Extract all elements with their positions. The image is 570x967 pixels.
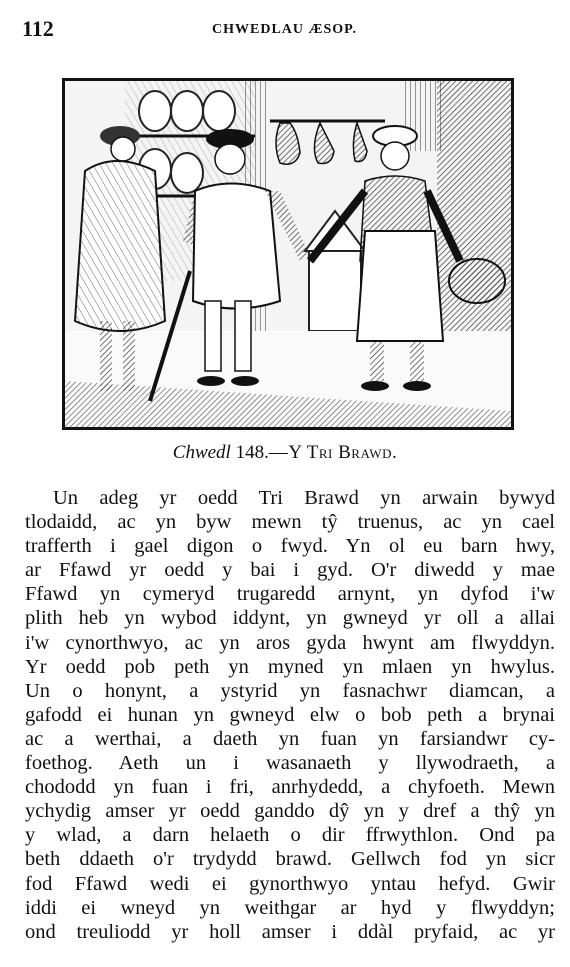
fable-text xyxy=(25,486,555,944)
text-line: foethog. Aeth un i wasanaeth y llywodraeth, a xyxy=(25,752,555,775)
text-line: i'w cynorthwyo, ac yn aros gyda hwynt am flwyddyn. xyxy=(25,631,555,654)
running-head xyxy=(22,16,542,46)
text-line: trafferth i gael digon o fwyd. Yn ol eu barn hwy, xyxy=(25,535,555,558)
text-line: Un adeg yr oedd Tri Brawd yn arwain bywyd xyxy=(53,487,555,509)
running-title: CHWEDLAU ÆSOP. xyxy=(212,22,357,37)
page-number: 112 xyxy=(22,16,54,41)
text-line: fod Ffawd wedi ei gynorthwyo yntau hefyd. Gwir xyxy=(25,872,555,895)
text-line: tlodaidd, ac yn byw mewn tŷ truenus, ac yn cael xyxy=(25,511,555,534)
text-line: iddi ei wneyd yn weithgar ar hyd y flwyddyn; xyxy=(25,896,555,919)
text-line: ac a werthai, a daeth yn fuan yn farsiandwr cy- xyxy=(25,727,555,750)
text-line: beth ddaeth o'r trydydd brawd. Gellwch fod yn sicr xyxy=(25,848,555,871)
caption-number: 148. xyxy=(235,442,269,463)
woodcut-drawing xyxy=(65,81,511,427)
text-line: gafodd ei hunan yn gwneyd elw o bob peth a brynai xyxy=(25,703,555,726)
caption-title: —Y Tri Brawd. xyxy=(268,442,398,463)
figure-caption xyxy=(0,442,570,464)
text-line: plith heb yn wybod iddynt, yn gwneyd yr oll a allai xyxy=(25,607,555,630)
text-line: ond treuliodd yr holl amser i ddàl pryfaid, ac yr xyxy=(25,920,555,943)
text-line: Yr oedd pob peth yn myned yn mlaen yn hwylus. xyxy=(25,655,555,678)
caption-lead: Chwedl xyxy=(172,442,231,463)
text-line: ar Ffawd yr oedd y bai i gyd. O'r diwedd y mae xyxy=(25,559,555,582)
text-line: ychydig amser yr oedd ganddo dŷ yn y dref a thŷ yn xyxy=(25,800,555,823)
woodcut-illustration xyxy=(62,78,514,430)
text-line: Ffawd yn cymeryd trugaredd arnynt, yn dyfod i'w xyxy=(25,583,555,606)
text-line: chododd yn fuan i fri, anrhydedd, a chyfoeth. Mewn xyxy=(25,776,555,799)
text-line: y wlad, a darn helaeth o dir ffrwythlon. Ond pa xyxy=(25,824,555,847)
text-line: Un o honynt, a ystyrid yn fasnachwr diamcan, a xyxy=(25,679,555,702)
